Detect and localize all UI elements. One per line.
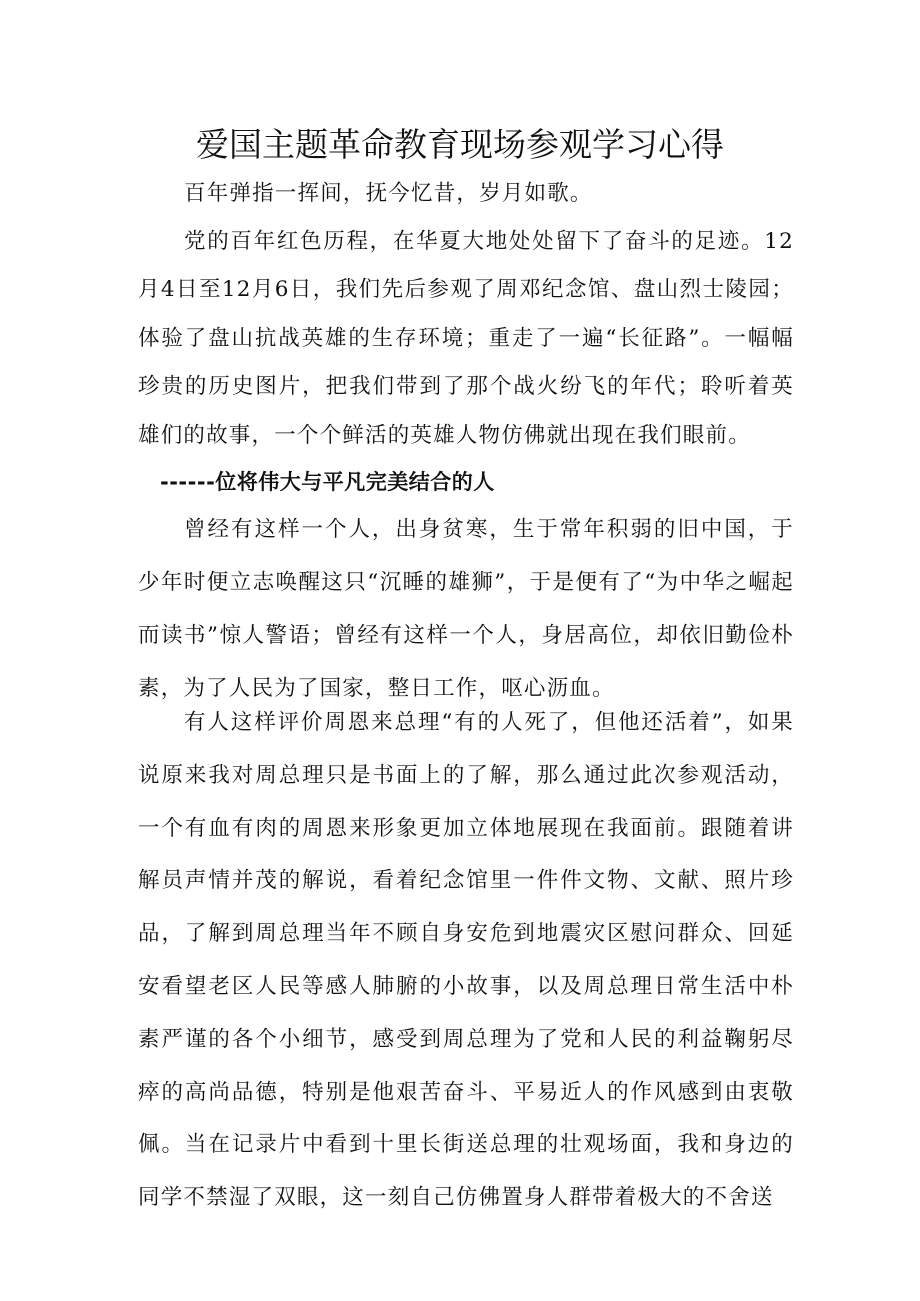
document-title: 爱国主题革命教育现场参观学习心得 <box>196 125 724 164</box>
section-subheading: ------位将伟大与平凡完美结合的人 <box>160 470 495 494</box>
paragraph-zhou-reflection: 有人这样评价周恩来总理“有的人死了，但他还活着”，如果说原来我对周总理只是书面上的了解，那么通过此次参观活动，一个有血有肉的周恩来形象更加立体地展现在我面前。跟随着讲解员声情并茂的解说，看着纪念馆里一件件文物、文献、照片珍品，了解到周总理当年不顾自身安危到地震灾区慰问群众、回延安看望老区人民等感人肺腑的小故事，以及周总理日常生活中朴素严谨的各个小细节，感受到周总理为了党和人民的利益鞠躬尽瘁的高尚品德，特别是他艰苦奋斗、平易近人的作风感到由衷敬佩。当在记录片中看到十里长街送总理的壮观场面，我和身边的同学不禁湿了双眼，这一刻自己仿佛置身人群带着极大的不舍送 <box>138 710 794 1211</box>
paragraph-zhou-intro: 曾经有这样一个人，出身贫寒，生于常年积弱的旧中国，于少年时便立志唤醒这只“沉睡的雄狮”，于是便有了“为中华之崛起而读书”惊人警语；曾经有这样一个人，身居高位，却依旧勤俭朴素，为了人民为了国家，整日工作，呕心沥血。 <box>138 517 794 701</box>
paragraph-visit-summary: 党的百年红色历程，在华夏大地处处留下了奋斗的足迹。12月4日至12月6日，我们先后参观了周邓纪念馆、盘山烈士陵园；体验了盘山抗战英雄的生存环境；重走了一遍“长征路”。一幅幅珍贵的历史图片，把我们带到了那个战火纷飞的年代；聆听着英雄们的故事，一个个鲜活的英雄人物仿佛就出现在我们眼前。 <box>138 229 794 448</box>
paragraph-intro: 百年弹指一挥间，抚今忆昔，岁月如歌。 <box>184 181 593 206</box>
